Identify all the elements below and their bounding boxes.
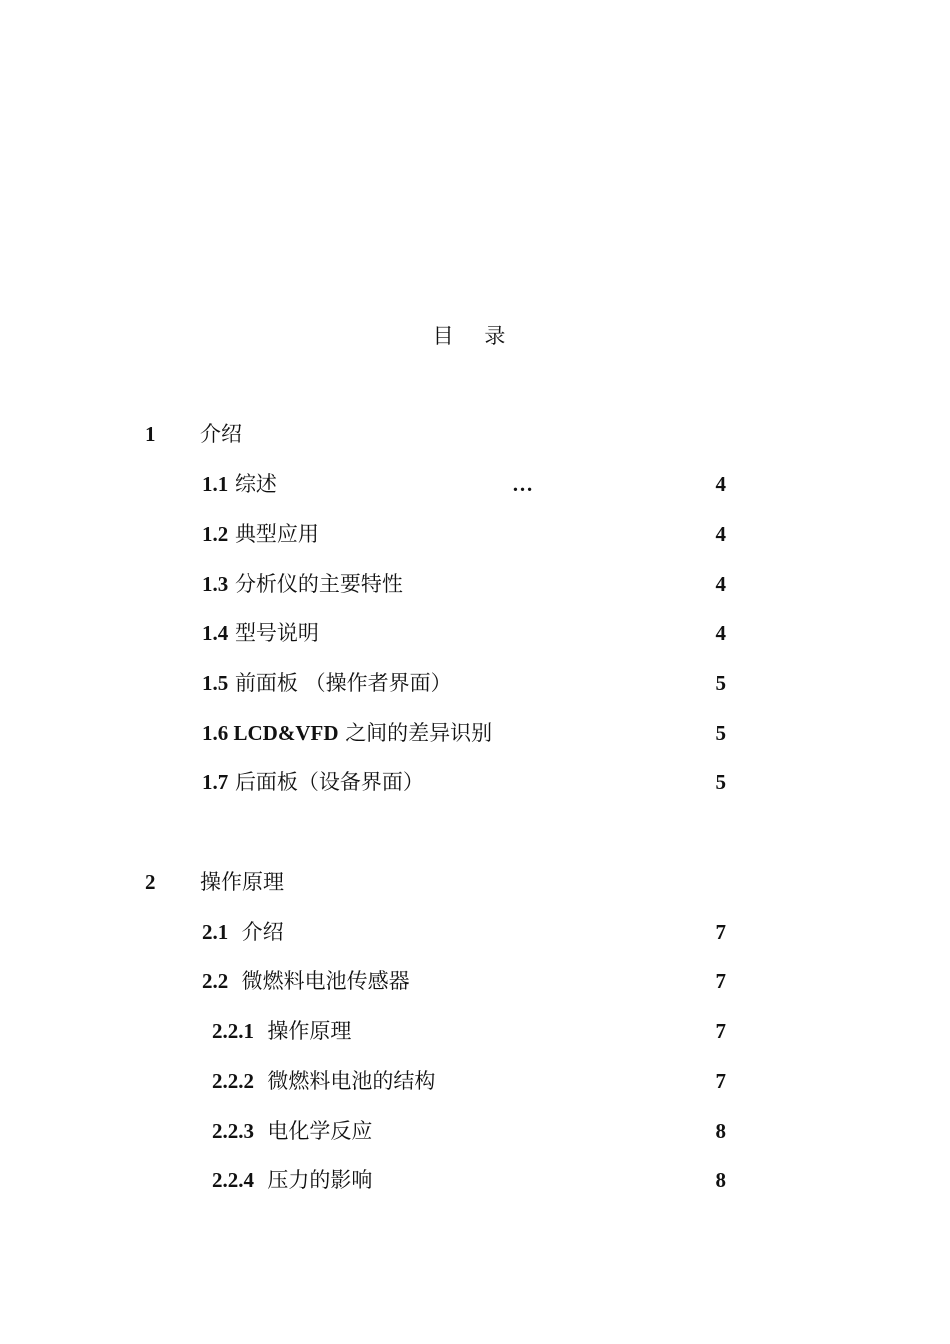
entry-title: 典型应用 [234, 522, 319, 546]
toc-title: 目 录 [432, 324, 518, 348]
entry-number: 2.2.3 [212, 1119, 254, 1143]
entry-page-number: 5 [715, 770, 726, 794]
entry-number: 1.4 [202, 621, 229, 645]
toc-entry-2-2[interactable] [202, 966, 410, 996]
chapter-2-heading[interactable] [0, 867, 950, 897]
entry-page-number: 5 [715, 721, 726, 745]
entry-page-number: 7 [715, 1069, 726, 1093]
entry-title: 压力的影响 [267, 1168, 373, 1192]
entry-title: 微燃料电池的结构 [267, 1069, 436, 1093]
entry-title: 后面板（设备界面） [234, 770, 424, 794]
entry-number: 2.2.4 [212, 1168, 254, 1192]
entry-number: 2.1 [202, 920, 229, 944]
entry-page-number: 4 [715, 621, 726, 645]
toc-entry-2-1[interactable] [202, 917, 284, 947]
entry-page-number: 7 [715, 1019, 726, 1043]
entry-number: 1.5 [202, 671, 229, 695]
toc-entry-2-2-1[interactable] [212, 1016, 351, 1046]
entry-title: 综述 [234, 472, 277, 496]
entry-page-number: 5 [715, 671, 726, 695]
entry-title: 微燃料电池传感器 [241, 969, 410, 993]
entry-number: 1.2 [202, 522, 229, 546]
entry-number: 2.2.2 [212, 1069, 254, 1093]
entry-title: 前面板 （操作者界面） [234, 671, 452, 695]
toc-entry-1-7[interactable] [202, 767, 424, 797]
entry-number: 1.6 LCD&VFD [202, 721, 339, 745]
toc-entry-1-6[interactable] [202, 718, 492, 748]
toc-entry-2-2-3[interactable] [212, 1116, 372, 1146]
entry-page-number: 7 [715, 920, 726, 944]
dot-leader: … [512, 472, 533, 496]
chapter-number: 2 [145, 870, 156, 894]
entry-page-number: 4 [715, 522, 726, 546]
entry-number: 2.2.1 [212, 1019, 254, 1043]
toc-entry-1-2[interactable] [202, 519, 319, 549]
entry-title: 操作原理 [267, 1019, 352, 1043]
chapter-title: 介绍 [200, 422, 242, 446]
toc-entry-2-2-4[interactable] [212, 1165, 372, 1195]
entry-page-number: 8 [715, 1119, 726, 1143]
toc-entry-1-5[interactable] [202, 668, 452, 698]
toc-entry-1-4[interactable] [202, 618, 319, 648]
chapter-title: 操作原理 [200, 870, 284, 894]
entry-title: 之间的差异识别 [345, 721, 493, 745]
toc-entry-2-2-2[interactable] [212, 1066, 435, 1096]
entry-number: 1.3 [202, 572, 229, 596]
entry-title: 电化学反应 [267, 1119, 373, 1143]
chapter-number: 1 [145, 422, 156, 446]
entry-title: 介绍 [241, 920, 284, 944]
entry-title: 分析仪的主要特性 [234, 572, 403, 596]
entry-number: 2.2 [202, 969, 229, 993]
toc-entry-1-3[interactable] [202, 569, 403, 599]
entry-page-number: 4 [715, 472, 726, 496]
entry-number: 1.7 [202, 770, 229, 794]
entry-title: 型号说明 [234, 621, 319, 645]
entry-page-number: 8 [715, 1168, 726, 1192]
entry-page-number: 7 [715, 969, 726, 993]
chapter-1-heading[interactable] [0, 419, 950, 449]
entry-number: 1.1 [202, 472, 229, 496]
entry-page-number: 4 [715, 572, 726, 596]
toc-entry-1-1[interactable] [202, 469, 277, 499]
